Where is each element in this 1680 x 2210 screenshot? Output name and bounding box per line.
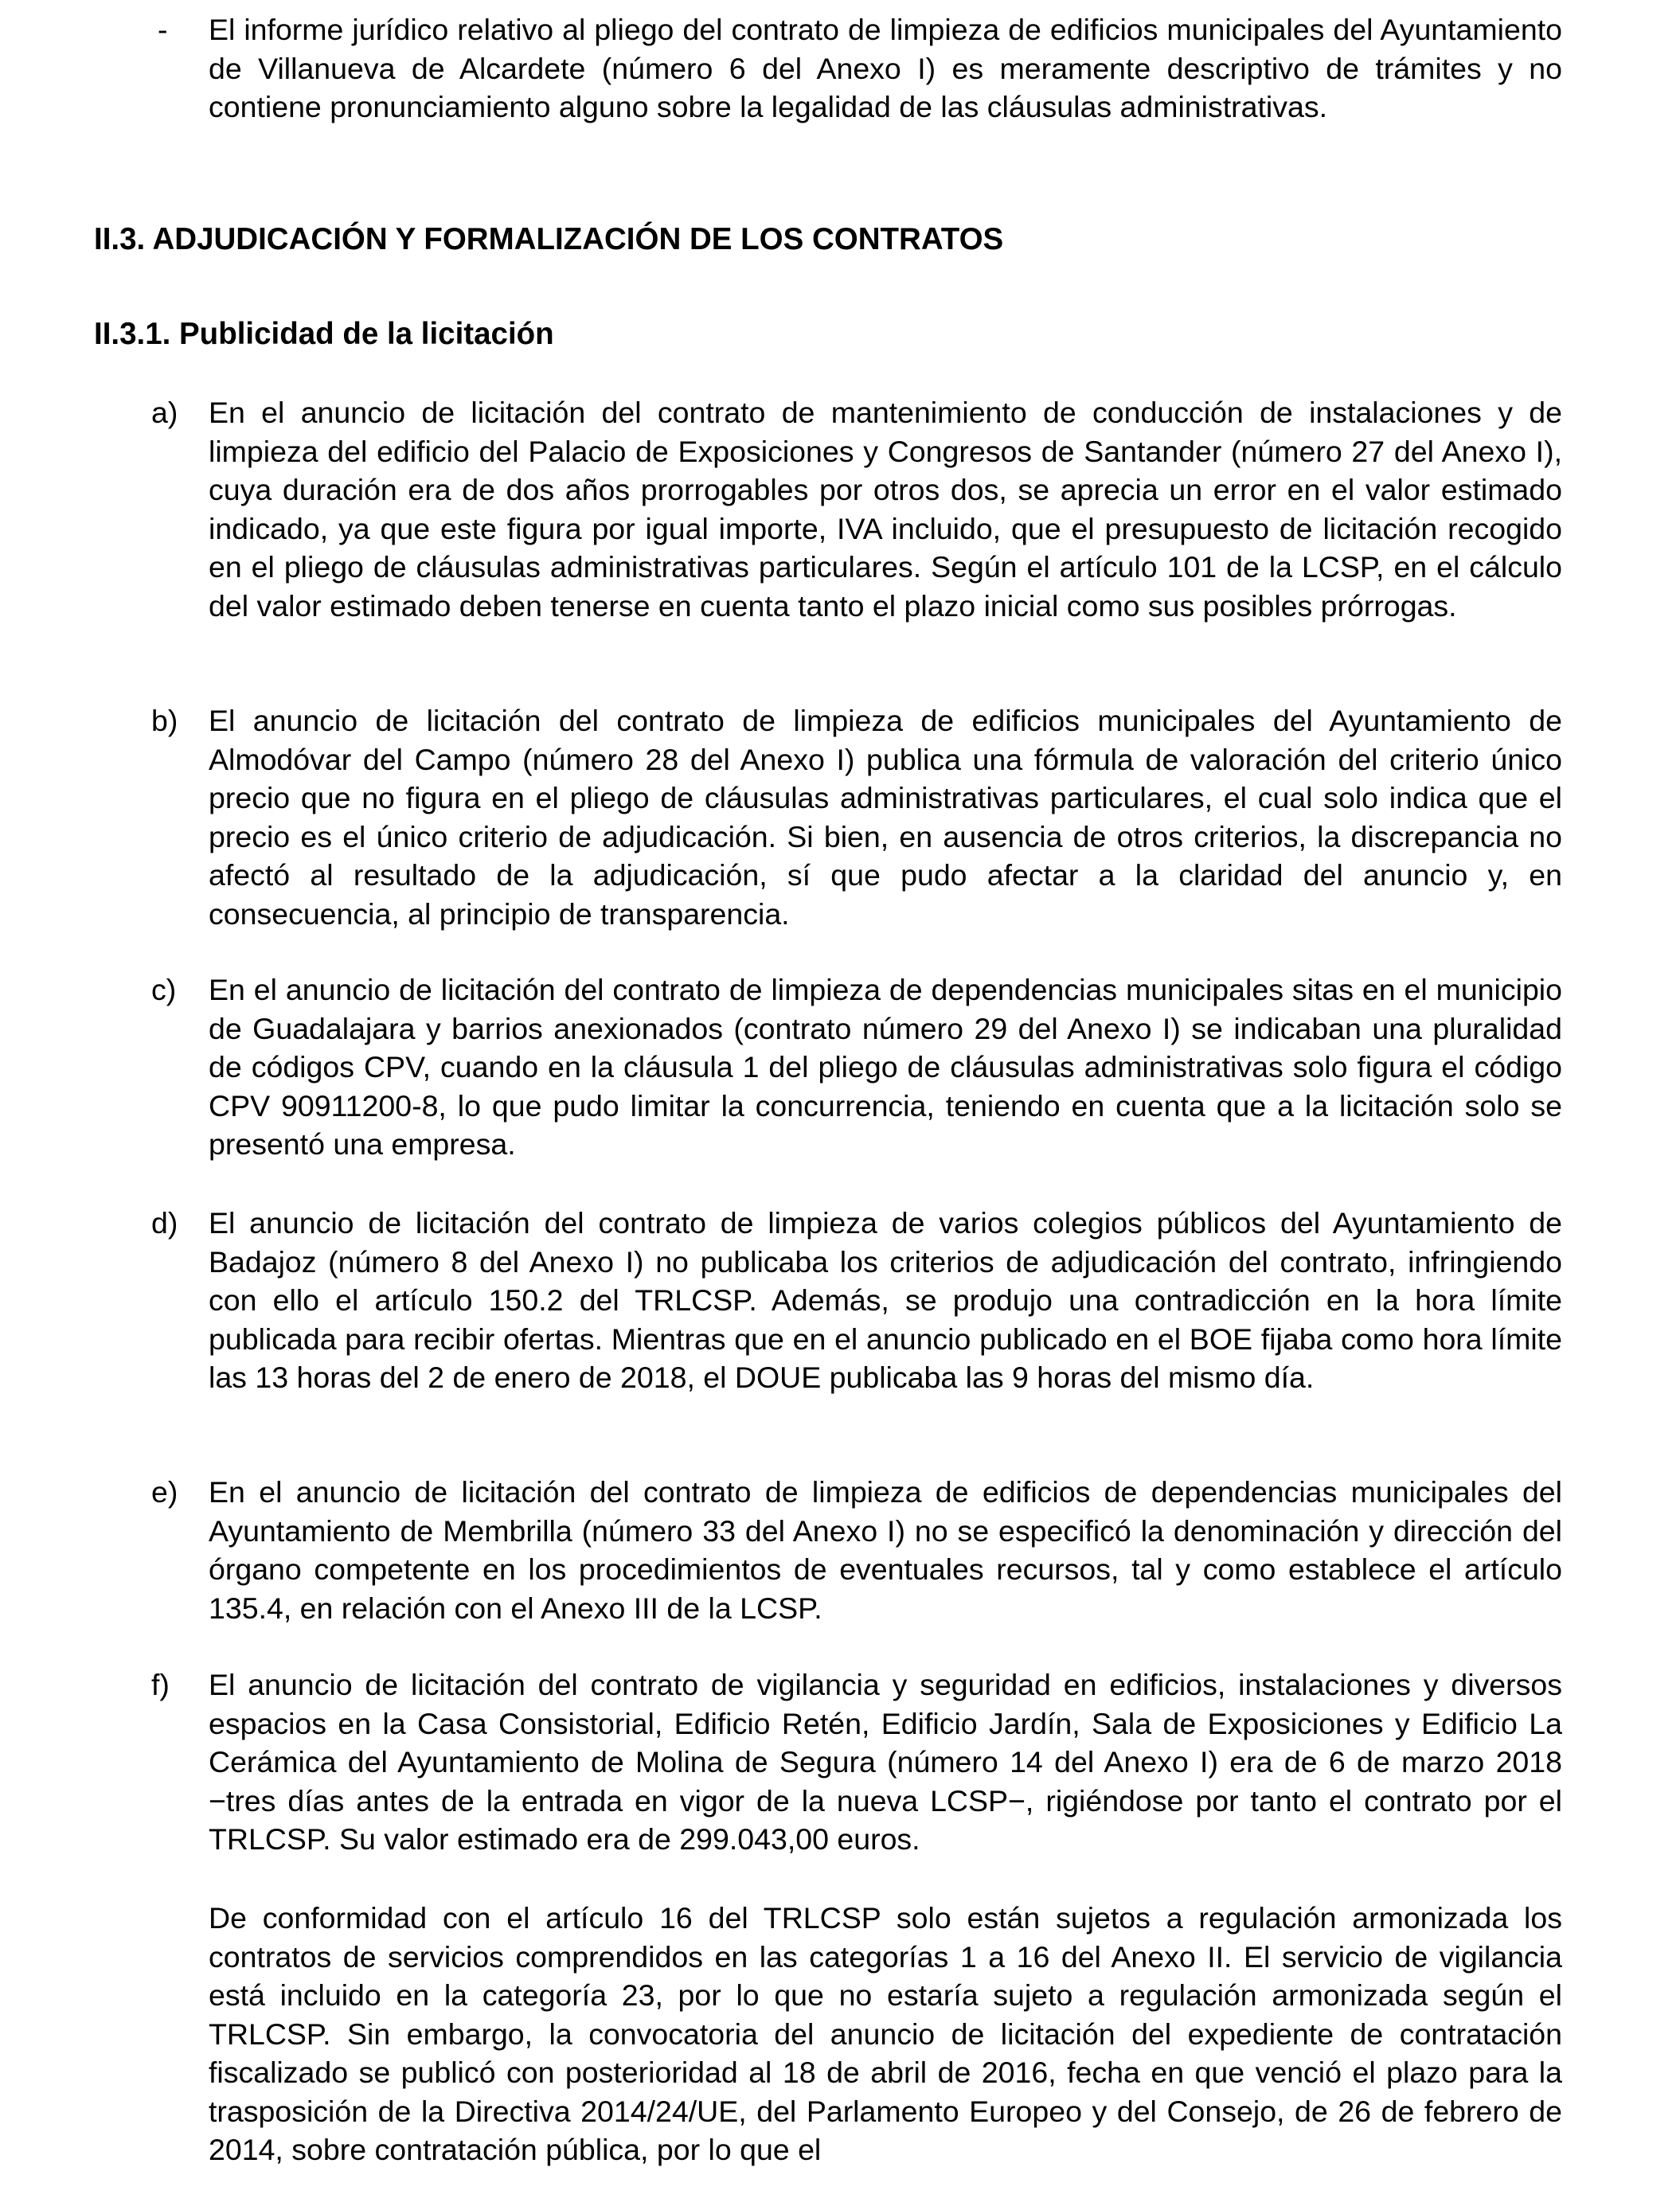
list-item-text: En el anuncio de licitación del contrato de limpieza de dependencias municipales sitas en el municipio de Guadalajara y barrios anexionados (contrato número 29 del Anexo I) se indicaban una pluralidad de códigos CPV, cuando en la cláusula 1 del pliego de cláusulas administrativas solo figura el código CPV 90911200-8, lo que pudo limitar la concurrencia, teniendo en cuenta que a la licitación solo se presentó una empresa. xyxy=(209,973,1562,1161)
list-item-marker: a) xyxy=(151,396,178,429)
list-item-marker: e) xyxy=(151,1475,178,1509)
list-item-text: El anuncio de licitación del contrato de vigilancia y seguridad en edificios, instalaciones y diversos espacios en la Casa Consistorial, Edificio Retén, Edificio Jardín, Sala de Exposiciones y Edificio La Cerámica del Ayuntamiento de Molina de Segura (número 14 del Anexo I) era de 6 de marzo 2018 −tres días antes de la entrada en vigor de la nueva LCSP−, rigiéndose por tanto el contrato por el TRLCSP. Su valor estimado era de 299.043,00 euros. xyxy=(209,1668,1562,1856)
list-item-text: En el anuncio de licitación del contrato de mantenimiento de conducción de instalaciones y de limpieza del edificio del Palacio de Exposiciones y Congresos de Santander (número 27 del Anexo I), cuya duración era de dos años prorrogables por otros dos, se aprecia un error en el valor estimado indicado, ya que este figura por igual importe, IVA incluido, que el presupuesto de licitación recogido en el pliego de cláusulas administrativas particulares. Según el artículo 101 de la LCSP, en el cálculo del valor estimado deben tenerse en cuenta tanto el plazo inicial como sus posibles prórrogas. xyxy=(209,396,1562,623)
list-item-text: El anuncio de licitación del contrato de limpieza de varios colegios públicos del Ayuntamiento de Badajoz (número 8 del Anexo I) no publicaba los criterios de adjudicación del contrato, infringiendo con ello el artículo 150.2 del TRLCSP. Además, se produjo una contradicción en la hora límite publicada para recibir ofertas. Mientras que en el anuncio publicado en el BOE fijaba como hora límite las 13 horas del 2 de enero de 2018, el DOUE publicaba las 9 horas del mismo día. xyxy=(209,1206,1562,1394)
section-heading: II.3. ADJUDICACIÓN Y FORMALIZACIÓN DE LOS CONTRATOS xyxy=(94,222,1004,256)
subsection-heading: II.3.1. Publicidad de la licitación xyxy=(94,317,554,351)
list-item-marker: d) xyxy=(151,1206,178,1240)
list-item-text: En el anuncio de licitación del contrato de limpieza de edificios de dependencias municipales del Ayuntamiento de Membrilla (número 33 del Anexo I) no se especificó la denominación y dirección del órgano competente en los procedimientos de eventuales recursos, tal y como establece el artículo 135.4, en relación con el Anexo III de la LCSP. xyxy=(209,1475,1562,1625)
list-item-marker: c) xyxy=(151,973,177,1006)
list-dash-marker: - xyxy=(158,13,168,46)
list-item-marker: f) xyxy=(151,1668,170,1701)
list-item-text: El anuncio de licitación del contrato de limpieza de edificios municipales del Ayuntamiento de Almodóvar del Campo (número 28 del Anexo I) publica una fórmula de valoración del criterio único precio que no figura en el pliego de cláusulas administrativas particulares, el cual solo indica que el precio es el único criterio de adjudicación. Si bien, en ausencia de otros criterios, la discrepancia no afectó al resultado de la adjudicación, sí que pudo afectar a la claridad del anuncio y, en consecuencia, al principio de transparencia. xyxy=(209,704,1562,931)
intro-item-text: El informe jurídico relativo al pliego del contrato de limpieza de edificios municipales del Ayuntamiento de Villanueva de Alcardete (número 6 del Anexo I) es meramente descriptivo de trámites y no contiene pronunciamiento alguno sobre la legalidad de las cláusulas administrativas. xyxy=(209,13,1562,123)
list-item-marker: b) xyxy=(151,704,178,737)
continuation-paragraph: De conformidad con el artículo 16 del TRLCSP solo están sujetos a regulación armonizada los contratos de servicios comprendidos en las categorías 1 a 16 del Anexo II. El servicio de vigilancia está incluido en la categoría 23, por lo que no estaría sujeto a regulación armonizada según el TRLCSP. Sin embargo, la convocatoria del anuncio de licitación del expediente de contratación fiscalizado se publicó con posterioridad al 18 de abril de 2016, fecha en que venció el plazo para la trasposición de la Directiva 2014/24/UE, del Parlamento Europeo y del Consejo, de 26 de febrero de 2014, sobre contratación pública, por lo que el xyxy=(209,1901,1562,2166)
